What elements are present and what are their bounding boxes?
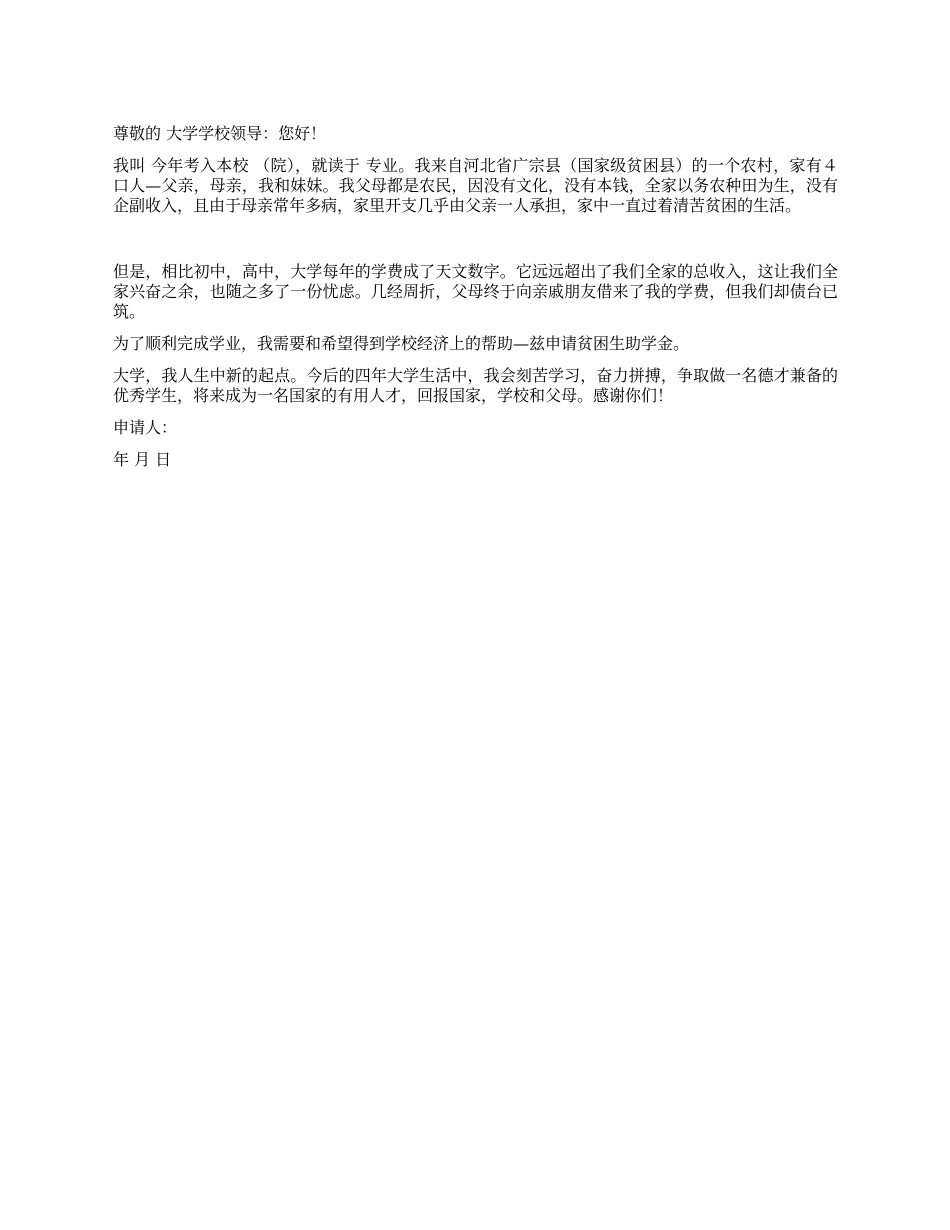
paragraph-commitment: 大学，我人生中新的起点。今后的四年大学生活中，我会刻苦学习，奋力拼搏，争取做一名德才兼备的优秀学生，将来成为一名国家的有用人才，回报国家，学校和父母。感谢你们！ xyxy=(113,366,838,405)
applicant-label: 申请人： xyxy=(113,418,178,437)
date-line: 年 月 日 xyxy=(113,450,172,469)
letter-body xyxy=(113,124,838,482)
blank-gap xyxy=(113,228,838,262)
paragraph-tuition: 但是，相比初中，高中，大学每年的学费成了天文数字。它远远超出了我们全家的总收入，这让我们全家兴奋之余，也随之多了一份忧虑。几经周折，父母终于向亲戚朋友借来了我的学费，但我们却债台已筑。 xyxy=(113,262,838,321)
salutation: 尊敬的 大学学校领导：您好！ xyxy=(113,124,327,143)
paragraph-intro: 我叫 今年考入本校 （院），就读于 专业。我来自河北省广宗县（国家级贫困县）的一个农村，家有４口人—父亲，母亲，我和妹妹。我父母都是农民，因没有文化，没有本钱，全家以务农种田为生，没有企副收入，且由于母亲常年多病，家里开支几乎由父亲一人承担，家中一直过着清苦贫困的生活。 xyxy=(113,156,838,215)
paragraph-request: 为了顺利完成学业，我需要和希望得到学校经济上的帮助—兹申请贫困生助学金。 xyxy=(113,334,690,353)
